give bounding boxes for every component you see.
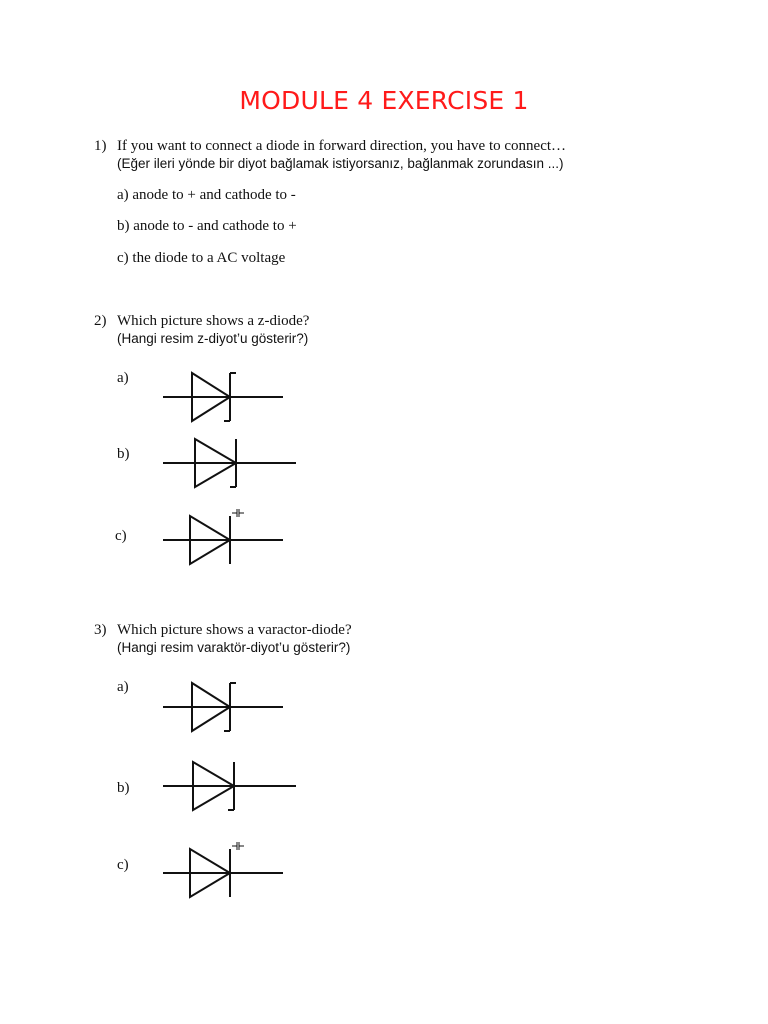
question-text: Which picture shows a varactor-diode? — [117, 622, 352, 638]
varactor-diode-symbol-icon — [160, 506, 290, 568]
zener-diode-symbol-icon — [160, 436, 300, 491]
question-translation: (Eğer ileri yönde bir diyot bağlamak istiyorsanız, bağlanmak zorundasın ...) — [117, 156, 564, 171]
zener-diode-symbol-icon — [160, 680, 290, 735]
question-number: 3) — [94, 622, 107, 638]
option-b: b) — [117, 780, 130, 796]
option-b: b) — [117, 446, 130, 462]
question-translation: (Hangi resim varaktör-diyot’u gösterir?) — [117, 640, 351, 655]
option-b: b) anode to - and cathode to + — [117, 218, 297, 234]
option-a: a) anode to + and cathode to - — [117, 187, 296, 203]
option-c: c) the diode to a AC voltage — [117, 250, 286, 266]
question-number: 1) — [94, 138, 107, 154]
zener-diode-symbol-icon — [160, 759, 300, 814]
question-text: Which picture shows a z-diode? — [117, 313, 310, 329]
varactor-diode-symbol-icon — [160, 839, 290, 901]
page-title: MODULE 4 EXERCISE 1 — [239, 86, 529, 115]
question-number: 2) — [94, 313, 107, 329]
option-a: a) — [117, 370, 129, 386]
zener-diode-symbol-icon — [160, 370, 290, 425]
option-a: a) — [117, 679, 129, 695]
question-translation: (Hangi resim z-diyot’u gösterir?) — [117, 331, 309, 346]
question-text: If you want to connect a diode in forward direction, you have to connect… — [117, 138, 567, 154]
option-c: c) — [115, 528, 127, 544]
option-c: c) — [117, 857, 129, 873]
